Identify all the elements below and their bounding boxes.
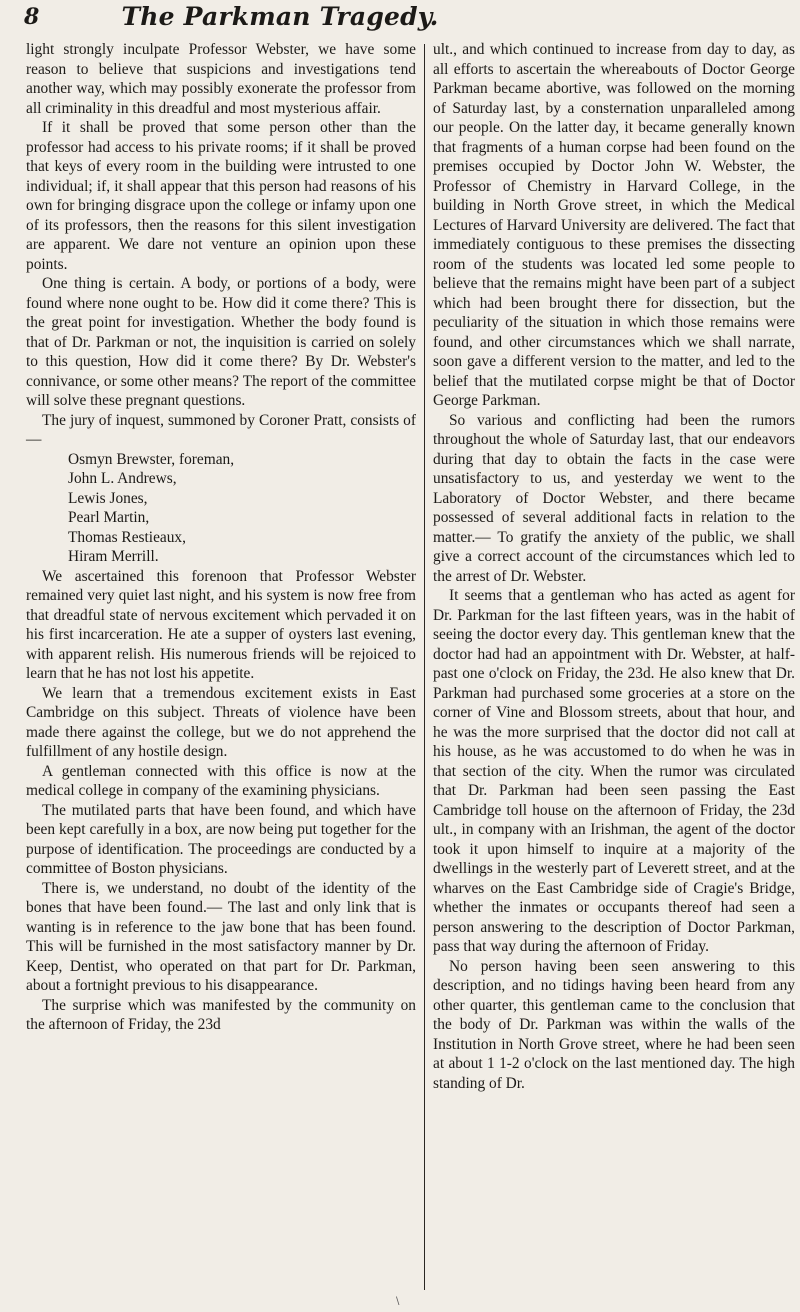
paragraph: One thing is certain. A body, or portions of a body, were found where none ought to be. How did it come there? This is the great point for investigation. Whether the body found is that of Dr. Parkman or not, the inquisition is carried on solely to this question, How did it come there? By Dr. Webster's connivance, or some other means? The report of the committee will solve these pregnant questions. <box>26 275 416 409</box>
right-column <box>433 40 795 1093</box>
jury-member: Osmyn Brewster, foreman, <box>68 450 235 468</box>
paragraph: We ascertained this forenoon that Professor Webster remained very quiet last night, and his system is now free from that dreadful state of nervous excitement which pervaded it on his first incarceration. He ate a supper of oysters last evening, with apparent relish. His numerous friends will be rejoiced to learn that he has not lost his appetite. <box>26 567 416 682</box>
paragraph: A gentleman connected with this office is now at the medical college in company of the examining physicians. <box>26 762 416 799</box>
page-number: 8 <box>24 4 40 30</box>
signature-mark: \ <box>396 1296 400 1307</box>
jury-member: Hiram Merrill. <box>68 548 159 565</box>
page-header <box>20 2 780 34</box>
left-column <box>26 40 416 1035</box>
paragraph: light strongly inculpate Professor Webster, we have some reason to believe that suspicions and investigations tend another way, which may possibly exonerate the professor from all criminality in this dreadful and most mysterious affair. <box>26 41 416 117</box>
paragraph: If it shall be proved that some person other than the professor had access to his private rooms; if it shall be proved that keys of every room in the building were intrusted to one individual; if, it shall appear that this person had reasons of his own for bringing disgrace upon the college or infamy upon one of its professors, then the reasons for this silent investigation are apparent. We dare not venture an opinion upon these points. <box>26 119 416 273</box>
paragraph: The mutilated parts that have been found, and which have been kept carefully in a box, are now being put together for the purpose of identification. The proceedings are conducted by a committee of Boston physicians. <box>26 801 416 877</box>
paragraph: The surprise which was manifested by the community on the afternoon of Friday, the 23d <box>26 996 416 1033</box>
jury-member: Pearl Martin, <box>68 509 150 526</box>
paragraph: ult., and which continued to increase from day to day, as all efforts to ascertain the whereabouts of Doctor George Parkman became abortive, was followed on the morning of Saturday last, by a consternation unparalleled among our people. On the latter day, it became generally known that fragments of a human corpse had been found on the premises occupied by Doctor John W. Webster, the Professor of Chemistry in Harvard College, in the building in North Grove street, in which the Medical Lectures of Harvard University are delivered. The fact that immediately contiguous to these premises the dissecting room of the students was located led some people to believe that the remains might have been part of a subject which had been brought there for dissection, but the peculiarity of the situation in which those remains were found, and other circumstances which we shall narrate, soon gave a different version to the matter, and led to the belief that the mutilated corpse might be that of Doctor George Parkman. <box>433 41 795 409</box>
jury-member: Lewis Jones, <box>68 489 148 507</box>
jury-list <box>26 450 416 567</box>
paragraph: It seems that a gentleman who has acted as agent for Dr. Parkman for the last fifteen years, was in the habit of seeing the doctor every day. This gentleman knew that the doctor had had an appointment with Dr. Webster, at half-past one o'clock on Friday, the 23d. He also knew that Dr. Parkman had purchased some groceries at a store on the corner of Vine and Blossom streets, about that hour, and he was the more surprised that the doctor did not call at his house, as he was accustomed to do when he was in that section of the city. When the rumor was circulated that Dr. Parkman had been seen passing the East Cambridge toll house on the afternoon of Friday, the 23d ult., in company with an Irishman, the agent of the doctor took it upon himself to inquire at a majority of the dwellings in the westerly part of Leverett street, and at the wharves on the East Cambridge side of Cragie's Bridge, whether the inmates or occupants thereof had seen a person answering to the description of Doctor Parkman, pass that way during the afternoon of Friday. <box>433 587 795 955</box>
paragraph: So various and conflicting had been the rumors throughout the whole of Saturday last, that our endeavors during that day to obtain the facts in the case were unsatisfactory to us, and yesterday we went to the Laboratory of Doctor Webster, and there became possessed of several additional facts in relation to the matter.— To gratify the anxiety of the public, we shall give a correct account of the circumstances which led to the arrest of Dr. Webster. <box>433 411 795 585</box>
paragraph: We learn that a tremendous excitement exists in East Cambridge on this subject. Threats of violence have been made there against the college, but we do not apprehend the fulfillment of any hostile design. <box>26 684 416 760</box>
paragraph: There is, we understand, no doubt of the identity of the bones that have been found.— The last and only link that is wanting is in reference to the jaw bone that has been found. This will be furnished in the most satisfactory manner by Dr. Keep, Dentist, who operated on that part for Dr. Parkman, about a fortnight previous to his disappearance. <box>26 879 416 994</box>
paragraph: No person having been seen answering to this description, and no tidings having been heard from any other quarter, this gentleman came to the conclusion that the body of Dr. Parkman was within the walls of the Institution in North Grove street, where he had been seen at about 1 1-2 o'clock on the last mentioned day. The high standing of Dr. <box>433 957 795 1092</box>
column-divider <box>424 44 425 1290</box>
paragraph: The jury of inquest, summoned by Coroner Pratt, consists of— <box>26 411 416 448</box>
jury-member: Thomas Restieaux, <box>68 528 186 546</box>
running-title: The Parkman Tragedy. <box>121 2 439 31</box>
jury-member: John L. Andrews, <box>68 470 177 487</box>
